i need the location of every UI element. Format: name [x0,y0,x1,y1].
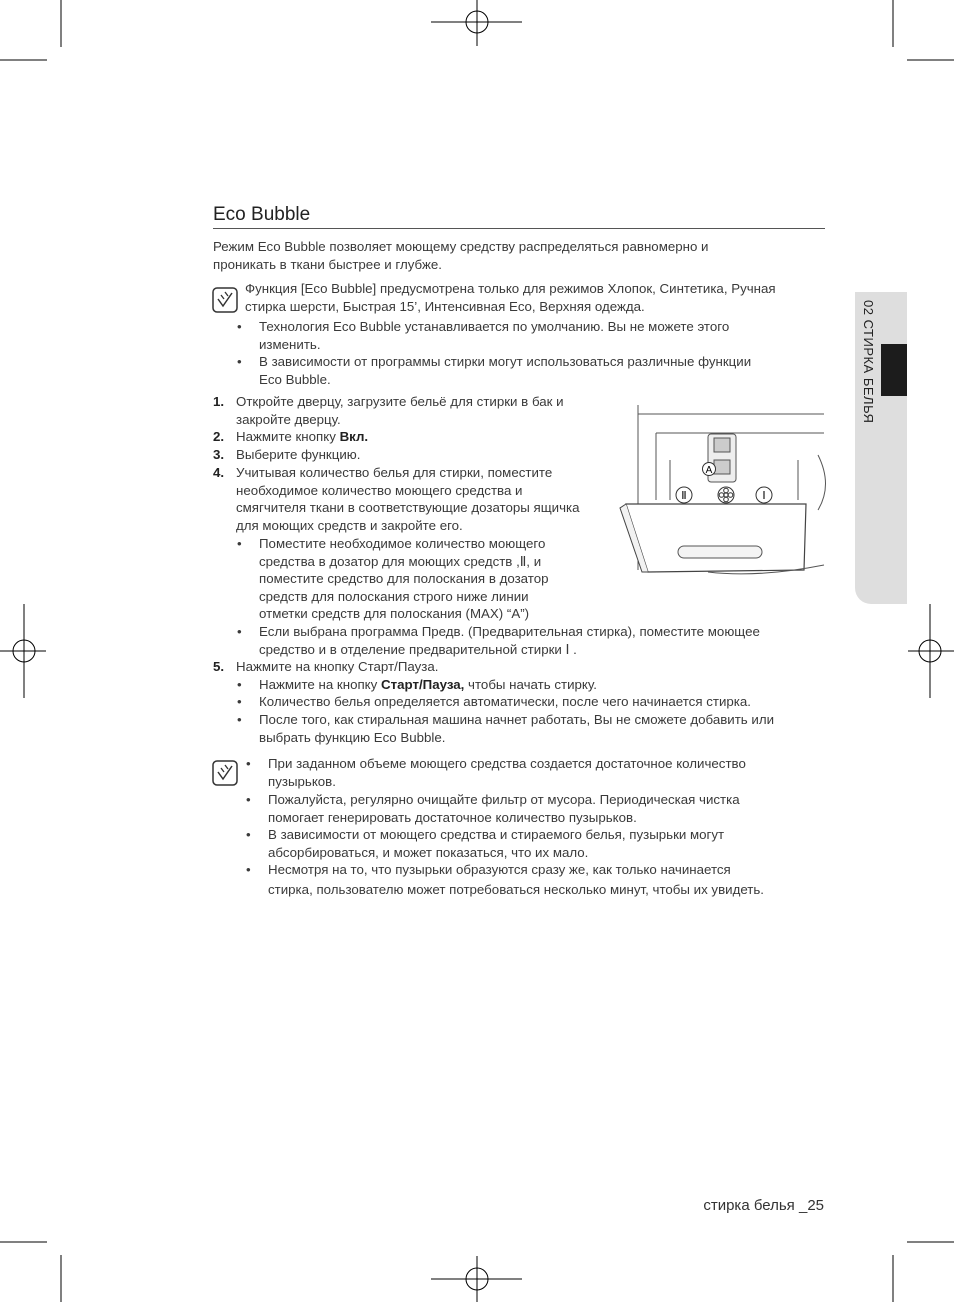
flower-softener-icon [718,487,734,503]
note1-text: Функция [Eco Bubble] предусмотрена только для режимов Хлопок, Синтетика, Ручная стирка шерсти, Быстрая 15’, Интенсивная Eco, Верхняя одежда. [245,281,776,314]
registration-mark-top [431,0,522,46]
note2-bullet: • Пожалуйста, регулярно очищайте фильтр от мусора. Периодическая чистка помогает генерировать достаточное количество пузырьков. [246,792,740,825]
step-5-bullet: • Количество белья определяется автоматически, после чего начинается стирка. [237,694,751,709]
svg-text:Ⅱ: Ⅱ [681,490,687,502]
note-pencil-icon [212,760,238,786]
step-4-bullet: • Поместите необходимое количество моющего средства в дозатор для моющих средств ,Ⅱ, и поместите средство для полоскания в дозатор средств для полоскания строго ниже линии отметки средств для полоскания (MAX) “A”) [237,536,549,622]
step-4: 4. Учитывая количество белья для стирки, поместите необходимое количество моющего средства и смягчителя ткани в соответствующие дозаторы ящичка для моющих средств и закройте его. [213,465,580,533]
step-1: 1. Откройте дверцу, загрузите бельё для стирки в бак и закройте дверцу. [213,394,564,427]
step-3: 3. Выберите функцию. [213,447,361,462]
registration-mark-left [0,604,46,698]
step-2: 2. Нажмите кнопку Вкл. [213,429,369,444]
step-5: 5. Нажмите на кнопку Старт/Пауза. [213,659,439,674]
section-title: Eco Bubble [213,204,825,229]
note2-bullet: • В зависимости от моющего средства и стираемого белья, пузырьки могут абсорбироваться, и может показаться, что их мало. [246,827,725,860]
step-5-bullet: • После того, как стиральная машина начнет работать, Вы не сможете добавить или выбрать функцию Eco Bubble. [237,712,775,745]
registration-mark-bottom [431,1256,522,1302]
detergent-drawer-illustration [608,400,828,585]
page-number: 25 [807,1197,824,1214]
registration-mark-right [908,604,954,698]
page-footer: стирка белья _25 [703,1197,824,1214]
step-4-bullet: • Если выбрана программа Предв. (Предварительная стирка), поместите моющее средство и в отделение предварительной стирки Ⅰ . [237,624,760,657]
note1-bullet: • В зависимости от программы стирки могут использоваться различные функции Eco Bubble. [237,354,752,387]
chapter-side-label: 02 СТИРКА БЕЛЬЯ [861,300,876,424]
note-pencil-icon [212,287,238,313]
svg-text:A: A [705,465,713,476]
step-5-bullet: • Нажмите на кнопку Старт/Пауза, чтобы начать стирку. [237,677,597,692]
svg-text:Ⅰ: Ⅰ [762,490,766,502]
note2-bullet: • Несмотря на то, что пузырьки образуются сразу же, как только начинается стирка, пользователю может потребоваться несколько минут, чтобы их увидеть. [246,862,764,897]
intro-paragraph: Режим Eco Bubble позволяет моющему средству распределяться равномерно и проникать в ткани быстрее и глубже. [213,239,709,272]
note2-bullet: • При заданном объеме моющего средства создается достаточное количество пузырьков. [246,756,746,789]
note1-bullet: • Технология Eco Bubble устанавливается по умолчанию. Вы не можете этого изменить. [237,319,730,352]
